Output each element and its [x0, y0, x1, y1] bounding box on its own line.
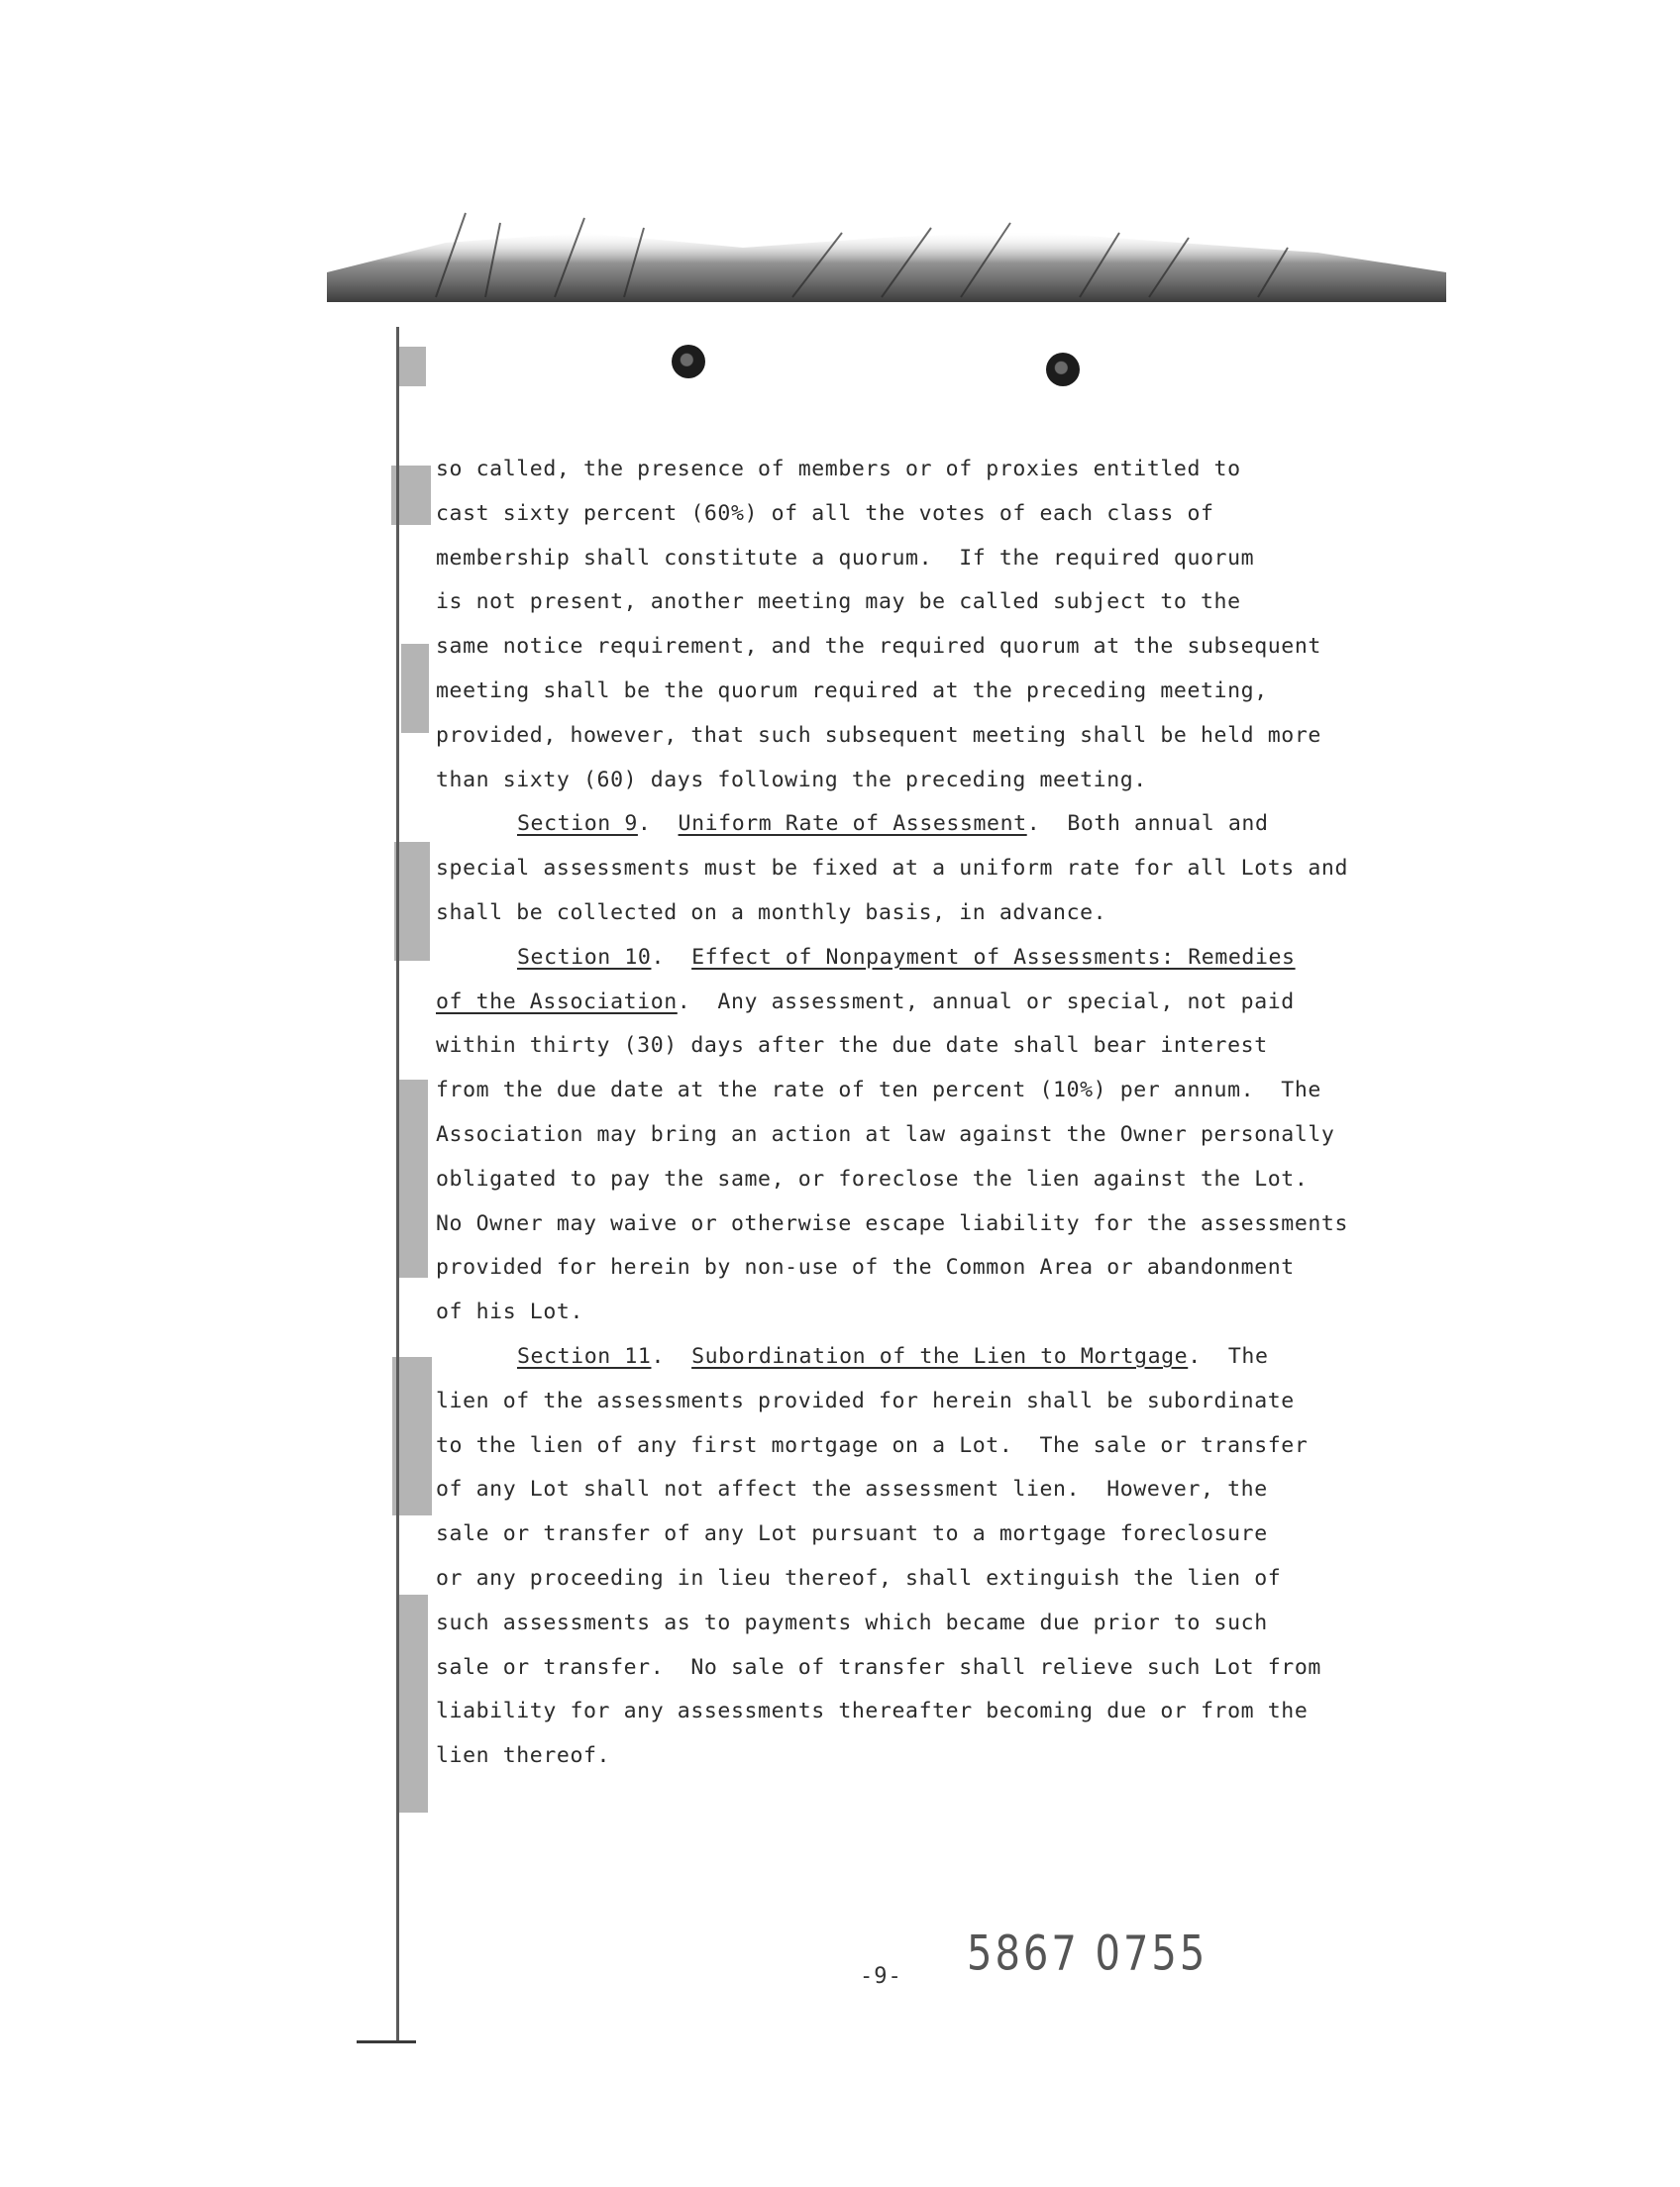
text-line	[436, 670, 1426, 714]
text-line	[436, 1113, 1426, 1158]
text-run: obligated to pay the same, or foreclose the lien against the Lot.	[436, 1166, 1309, 1192]
text-run: meeting shall be the quorum required at the preceding meeting,	[436, 677, 1268, 703]
text-line	[436, 1291, 1426, 1335]
text-line	[436, 1512, 1426, 1557]
text-line	[436, 1646, 1426, 1691]
recording-stamp-number: 5867 0755	[967, 1927, 1208, 1982]
underlined-heading: of the Association	[436, 989, 678, 1014]
underlined-heading: Section 11	[517, 1343, 652, 1369]
body-text	[436, 448, 1426, 1779]
text-line	[436, 802, 1426, 847]
text-run: .	[651, 944, 692, 970]
text-line	[436, 1734, 1426, 1779]
text-run: shall be collected on a monthly basis, in advance.	[436, 899, 1107, 925]
text-run: same notice requirement, and the required quorum at the subsequent	[436, 634, 1321, 660]
text-run: sale or transfer. No sale of transfer shall relieve such Lot from	[436, 1654, 1321, 1680]
text-line	[436, 847, 1426, 891]
text-run: . The	[1188, 1343, 1269, 1369]
text-run: of his Lot.	[436, 1300, 583, 1325]
text-line	[436, 1202, 1426, 1247]
text-run: from the due date at the rate of ten percent (10%) per annum. The	[436, 1078, 1321, 1103]
text-run: cast sixty percent (60%) of all the votes of each class of	[436, 500, 1214, 526]
text-run: lien thereof.	[436, 1743, 611, 1769]
text-line	[436, 1690, 1426, 1734]
text-line	[436, 936, 1426, 981]
text-run: is not present, another meeting may be called subject to the	[436, 589, 1241, 615]
text-line	[436, 1602, 1426, 1646]
text-run: . Both annual and	[1026, 811, 1269, 837]
punch-hole-left	[672, 345, 705, 378]
text-line	[436, 1158, 1426, 1202]
text-run: of any Lot shall not affect the assessment lien. However, the	[436, 1477, 1268, 1503]
text-run: special assessments must be fixed at a uniform rate for all Lots and	[436, 856, 1348, 882]
text-line	[436, 492, 1426, 537]
text-run: liability for any assessments thereafter becoming due or from the	[436, 1699, 1309, 1724]
punch-hole-right	[1046, 353, 1080, 386]
text-line	[436, 448, 1426, 492]
underlined-heading: Effect of Nonpayment of Assessments: Remedies	[691, 944, 1296, 970]
text-run: provided, however, that such subsequent meeting shall be held more	[436, 722, 1321, 748]
text-line	[436, 1069, 1426, 1113]
text-line	[436, 759, 1426, 803]
text-line	[436, 1424, 1426, 1469]
text-run: to the lien of any first mortgage on a Lot. The sale or transfer	[436, 1432, 1309, 1458]
text-run: .	[651, 1343, 692, 1369]
scan-edge-tick	[357, 2040, 416, 2043]
text-line	[436, 891, 1426, 936]
text-line	[436, 625, 1426, 670]
text-line	[436, 714, 1426, 759]
text-run: sale or transfer of any Lot pursuant to a mortgage foreclosure	[436, 1521, 1268, 1547]
text-run: provided for herein by non-use of the Common Area or abandonment	[436, 1255, 1295, 1281]
text-line	[436, 1335, 1426, 1380]
text-run: lien of the assessments provided for herein shall be subordinate	[436, 1388, 1295, 1413]
text-line	[436, 981, 1426, 1025]
text-line	[436, 1380, 1426, 1424]
text-run: . Any assessment, annual or special, not paid	[677, 989, 1295, 1014]
text-line	[436, 1024, 1426, 1069]
underlined-heading: Subordination of the Lien to Mortgage	[691, 1343, 1189, 1369]
text-run: or any proceeding in lieu thereof, shall extinguish the lien of	[436, 1565, 1282, 1591]
text-line	[436, 1468, 1426, 1512]
text-line	[436, 1557, 1426, 1602]
underlined-heading: Section 9	[517, 811, 638, 837]
text-run: .	[637, 811, 679, 837]
text-line	[436, 537, 1426, 581]
scan-noise-header-bar	[327, 203, 1446, 302]
text-run: membership shall constitute a quorum. If the required quorum	[436, 545, 1255, 571]
page-number: -9-	[860, 1964, 902, 1989]
scan-edge-rule	[396, 327, 399, 2040]
text-run: than sixty (60) days following the preceding meeting.	[436, 767, 1147, 792]
text-run: within thirty (30) days after the due date shall bear interest	[436, 1033, 1268, 1059]
text-run: No Owner may waive or otherwise escape liability for the assessments	[436, 1210, 1348, 1236]
underlined-heading: Section 10	[517, 944, 652, 970]
text-line	[436, 1246, 1426, 1291]
text-run: Association may bring an action at law against the Owner personally	[436, 1121, 1335, 1147]
underlined-heading: Uniform Rate of Assessment	[678, 811, 1027, 837]
text-line	[436, 580, 1426, 625]
text-run: such assessments as to payments which became due prior to such	[436, 1610, 1268, 1635]
text-run: so called, the presence of members or of proxies entitled to	[436, 457, 1241, 481]
